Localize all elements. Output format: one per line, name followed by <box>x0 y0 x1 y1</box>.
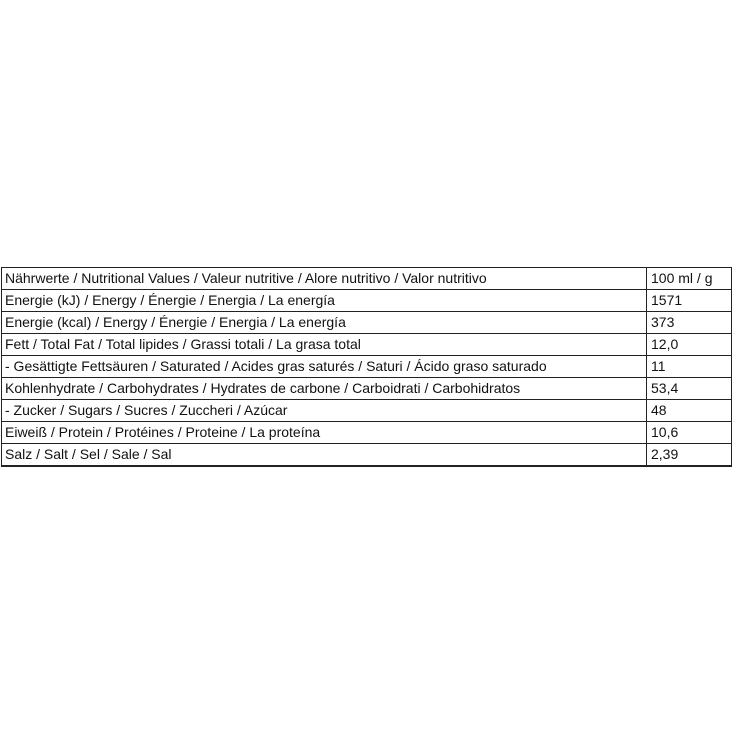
nutrient-name: - Gesättigte Fettsäuren / Saturated / Acides gras saturés / Saturi / Ácido graso saturado <box>2 356 647 378</box>
nutrient-value: 48 <box>647 400 732 422</box>
nutrient-value: 11 <box>647 356 732 378</box>
nutrient-name: Fett / Total Fat / Total lipides / Grassi totali / La grasa total <box>2 334 647 356</box>
nutrient-name: Eiweiß / Protein / Protéines / Proteine / La proteína <box>2 422 647 444</box>
table-row <box>2 422 732 444</box>
header-nutrient-label: Nährwerte / Nutritional Values / Valeur nutritive / Alore nutritivo / Valor nutritivo <box>2 268 647 290</box>
nutrient-value: 2,39 <box>647 444 732 467</box>
table-row <box>2 356 732 378</box>
nutrient-name: Salz / Salt / Sel / Sale / Sal <box>2 444 647 467</box>
table-row <box>2 290 732 312</box>
nutrient-value: 53,4 <box>647 378 732 400</box>
table-row <box>2 400 732 422</box>
table-row <box>2 378 732 400</box>
table-row <box>2 444 732 467</box>
nutrient-name: Energie (kcal) / Energy / Énergie / Energia / La energía <box>2 312 647 334</box>
nutrient-value: 1571 <box>647 290 732 312</box>
nutrient-name: Kohlenhydrate / Carbohydrates / Hydrates de carbone / Carboidrati / Carbohidratos <box>2 378 647 400</box>
table-row <box>2 334 732 356</box>
nutrient-value: 10,6 <box>647 422 732 444</box>
nutrition-table <box>1 267 732 467</box>
nutrient-name: - Zucker / Sugars / Sucres / Zuccheri / Azúcar <box>2 400 647 422</box>
table-row <box>2 312 732 334</box>
nutrient-name: Energie (kJ) / Energy / Énergie / Energia / La energía <box>2 290 647 312</box>
nutrient-value: 12,0 <box>647 334 732 356</box>
nutrient-value: 373 <box>647 312 732 334</box>
header-unit-label: 100 ml / g <box>647 268 732 290</box>
table-header-row <box>2 268 732 290</box>
